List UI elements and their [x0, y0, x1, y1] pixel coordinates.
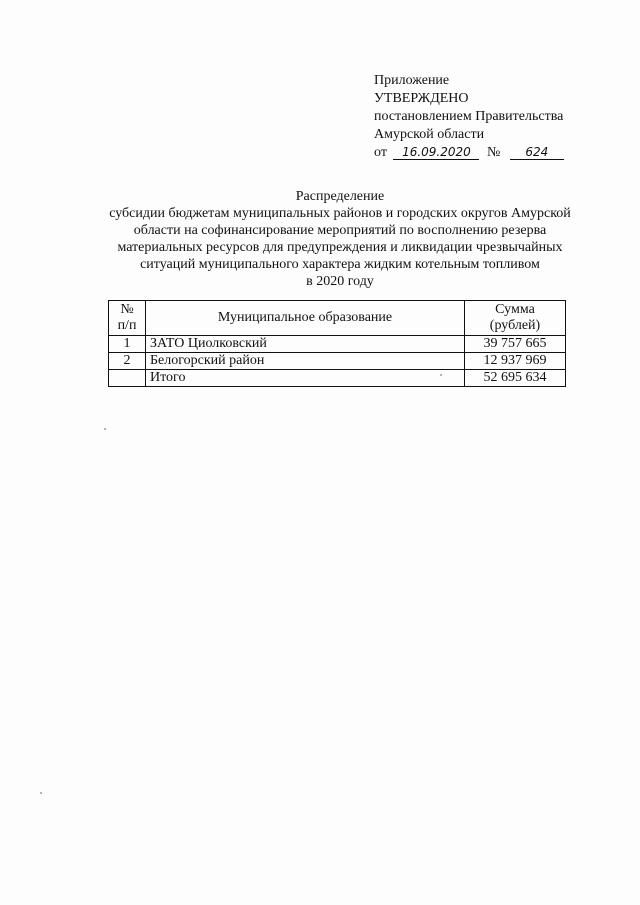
from-label: от [374, 145, 387, 160]
row-municipality: ЗАТО Циолковский [146, 336, 465, 353]
scan-speck [104, 428, 106, 430]
distribution-table [108, 300, 566, 387]
row-municipality: Белогорский район [146, 353, 465, 370]
title-line-6: в 2020 году [306, 274, 374, 289]
title-line-4: материальных ресурсов для предупреждения и ликвидации чрезвычайных [117, 240, 563, 255]
row-number: 1 [109, 336, 146, 353]
title-line-3: области на софинансирование мероприятий по восполнению резерва [133, 223, 547, 238]
row-sum: 39 757 665 [465, 336, 566, 353]
approval-date-number [374, 144, 614, 162]
header-sum: Сумма (рублей) [465, 301, 566, 336]
header-municipality: Муниципальное образование [146, 301, 465, 336]
approved-label: УТВЕРЖДЕНО [374, 91, 469, 106]
total-label: Итого [146, 370, 465, 387]
resolution-label: постановлением Правительства [374, 109, 564, 124]
handwritten-date: 16.09.2020 [393, 146, 479, 160]
header-number: № п/п [109, 301, 146, 336]
table-row [109, 336, 566, 353]
total-number-cell [109, 370, 146, 387]
approval-header [374, 72, 614, 162]
title-line-5: ситуаций муниципального характера жидким котельным топливом [140, 257, 540, 272]
scan-speck [440, 374, 442, 376]
number-label: № [486, 145, 501, 160]
annex-label: Приложение [374, 73, 450, 88]
title-line-1: Распределение [295, 189, 385, 204]
title-line-2: субсидии бюджетам муниципальных районов и городских округов Амурской [109, 206, 571, 221]
table-row [109, 353, 566, 370]
region-label: Амурской области [374, 127, 485, 142]
table-header-row [109, 301, 566, 336]
row-sum: 12 937 969 [465, 353, 566, 370]
table-total-row [109, 370, 566, 387]
total-sum: 52 695 634 [465, 370, 566, 387]
handwritten-number: 624 [510, 146, 564, 160]
scan-speck [40, 792, 42, 794]
row-number: 2 [109, 353, 146, 370]
document-title [90, 188, 590, 290]
